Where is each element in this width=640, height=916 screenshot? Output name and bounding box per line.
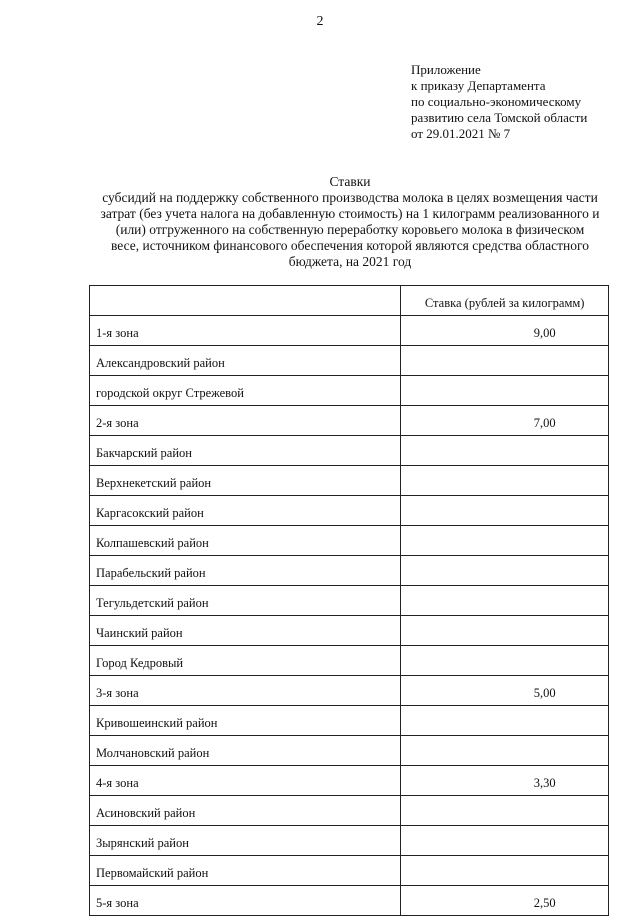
row-name-cell: 4-я зона: [90, 766, 401, 796]
document-subtitle: [70, 190, 630, 270]
row-rate-cell: [401, 466, 609, 496]
subtitle-line: бюджета, на 2021 год: [288, 254, 412, 269]
row-name-cell: городской округ Стрежевой: [90, 376, 401, 406]
table-row: [90, 406, 609, 436]
row-name-cell: 3-я зона: [90, 676, 401, 706]
header-name-cell: [90, 286, 401, 316]
row-rate-cell: [401, 376, 609, 406]
rates-table-body: [90, 316, 609, 916]
table-row: [90, 586, 609, 616]
row-name-cell: Александровский район: [90, 346, 401, 376]
row-name-cell: Верхнекетский район: [90, 466, 401, 496]
appendix-line: по социально-экономическому: [411, 94, 582, 109]
row-name-cell: Асиновский район: [90, 796, 401, 826]
table-row: [90, 676, 609, 706]
table-row: [90, 526, 609, 556]
row-rate-cell: [401, 586, 609, 616]
table-row: [90, 436, 609, 466]
row-rate-cell: [401, 676, 609, 706]
header-rate-cell: Ставка (рублей за килограмм): [401, 286, 609, 316]
appendix-line: Приложение: [411, 62, 481, 77]
row-rate-cell: [401, 886, 609, 916]
table-row: [90, 646, 609, 676]
table-row: [90, 736, 609, 766]
subtitle-line: субсидий на поддержку собственного производства молока в целях возмещения части: [102, 190, 598, 205]
row-name-cell: 2-я зона: [90, 406, 401, 436]
table-row: [90, 616, 609, 646]
appendix-block: [411, 62, 633, 142]
rate-value: 7,00: [533, 416, 556, 430]
table-row: [90, 856, 609, 886]
row-rate-cell: [401, 436, 609, 466]
row-rate-cell: [401, 856, 609, 886]
row-name-cell: Чаинский район: [90, 616, 401, 646]
row-rate-cell: [401, 526, 609, 556]
table-row: [90, 376, 609, 406]
table-row: [90, 316, 609, 346]
row-name-cell: Кривошеинский район: [90, 706, 401, 736]
row-name-cell: Молчановский район: [90, 736, 401, 766]
table-row: [90, 826, 609, 856]
appendix-line: к приказу Департамента: [411, 78, 546, 93]
rate-value: 9,00: [533, 326, 556, 340]
table-row: [90, 796, 609, 826]
table-row: [90, 556, 609, 586]
row-rate-cell: [401, 706, 609, 736]
row-name-cell: Каргасокский район: [90, 496, 401, 526]
row-name-cell: 5-я зона: [90, 886, 401, 916]
row-name-cell: Первомайский район: [90, 856, 401, 886]
row-rate-cell: [401, 616, 609, 646]
row-rate-cell: [401, 766, 609, 796]
rates-table: [89, 285, 609, 916]
row-rate-cell: [401, 796, 609, 826]
table-row: [90, 466, 609, 496]
document-title: Ставки: [329, 174, 371, 189]
appendix-line: развитию села Томской области: [411, 110, 588, 125]
table-row: [90, 766, 609, 796]
row-rate-cell: [401, 646, 609, 676]
row-rate-cell: [401, 826, 609, 856]
table-header-row: [90, 286, 609, 316]
row-rate-cell: [401, 346, 609, 376]
appendix-line: от 29.01.2021 № 7: [411, 126, 511, 141]
subtitle-line: затрат (без учета налога на добавленную стоимость) на 1 килограмм реализованного и: [100, 206, 600, 221]
page-number: 2: [316, 14, 324, 29]
subtitle-line: (или) отгруженного на собственную переработку коровьего молока в физическом: [115, 222, 585, 237]
row-name-cell: Зырянский район: [90, 826, 401, 856]
row-name-cell: Тегульдетский район: [90, 586, 401, 616]
row-rate-cell: [401, 406, 609, 436]
row-name-cell: Город Кедровый: [90, 646, 401, 676]
table-row: [90, 886, 609, 916]
row-name-cell: Парабельский район: [90, 556, 401, 586]
row-rate-cell: [401, 496, 609, 526]
table-row: [90, 706, 609, 736]
rate-value: 3,30: [533, 776, 556, 790]
row-rate-cell: [401, 736, 609, 766]
row-name-cell: Колпашевский район: [90, 526, 401, 556]
row-rate-cell: [401, 556, 609, 586]
rate-value: 5,00: [533, 686, 556, 700]
row-name-cell: Бакчарский район: [90, 436, 401, 466]
row-rate-cell: [401, 316, 609, 346]
row-name-cell: 1-я зона: [90, 316, 401, 346]
table-row: [90, 496, 609, 526]
subtitle-line: весе, источником финансового обеспечения которой являются средства областного: [111, 238, 589, 253]
rate-value: 2,50: [533, 896, 556, 910]
table-row: [90, 346, 609, 376]
